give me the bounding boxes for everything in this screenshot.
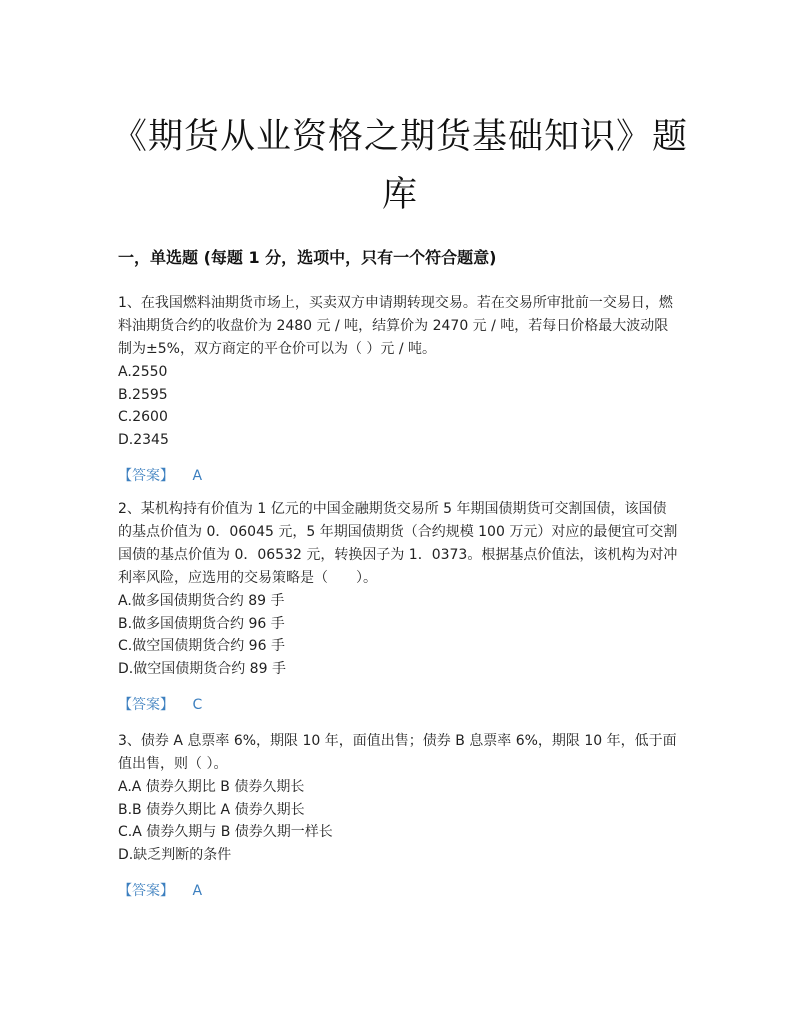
option-b: B.B 债券久期比 A 债券久期长 <box>118 801 305 818</box>
option-a: A.A 债券久期比 B 债券久期长 <box>118 779 305 795</box>
option-d: D.做空国债期货合约 89 手 <box>118 660 286 677</box>
option-b: B.做多国债期货合约 96 手 <box>118 615 285 632</box>
question-1 <box>118 292 678 487</box>
option-d: D.2345 <box>118 431 169 448</box>
question-3 <box>118 730 678 902</box>
answer-value: C <box>192 697 203 713</box>
answer-label: 【答案】 <box>118 697 174 713</box>
question-2 <box>118 498 678 716</box>
document-title: 《期货从业资格之期货基础知识》题库 <box>111 117 688 215</box>
question-stem: 3、债券 A 息票率 6%，期限 10 年，面值出售；债券 B 息票率 6%，期限 10 年，低于面值出售，则（ ）。 <box>118 733 677 772</box>
section-heading: 一，单选题 (每题 1 分，选项中，只有一个符合题意) <box>118 248 497 267</box>
answer-label: 【答案】 <box>118 883 174 899</box>
option-c: C.A 债券久期与 B 债券久期一样长 <box>118 824 333 840</box>
option-c: C.做空国债期货合约 96 手 <box>118 638 285 654</box>
answer-row <box>118 694 678 716</box>
question-stem: 2、某机构持有价值为 1 亿元的中国金融期货交易所 5 年期国债期货可交割国债，该国债的基点价值为 0．06045 元，5 年期国债期货（合约规模 100 万元）对应的最便宜可交割国债的基点价值为 0．06532 元，转换因子为 1．0373。根据基点价值法，该机构为对冲利率风险，应选用的交易策略是（ ）。 <box>118 501 678 586</box>
option-a: A.做多国债期货合约 89 手 <box>118 593 285 609</box>
option-b: B.2595 <box>118 386 168 403</box>
option-a: A.2550 <box>118 364 168 380</box>
option-c: C.2600 <box>118 409 168 425</box>
question-stem: 1、在我国燃料油期货市场上，买卖双方申请期转现交易。若在交易所审批前一交易日，燃料油期货合约的收盘价为 2480 元 / 吨，结算价为 2470 元 / 吨，若每日价格最大波动限制为±5%，双方商定的平仓价可以为（ ）元 / 吨。 <box>118 295 673 357</box>
answer-row <box>118 880 678 902</box>
answer-value: A <box>192 468 203 484</box>
answer-value: A <box>192 883 203 899</box>
option-d: D.缺乏判断的条件 <box>118 846 232 863</box>
answer-row <box>118 465 678 487</box>
answer-label: 【答案】 <box>118 468 174 484</box>
